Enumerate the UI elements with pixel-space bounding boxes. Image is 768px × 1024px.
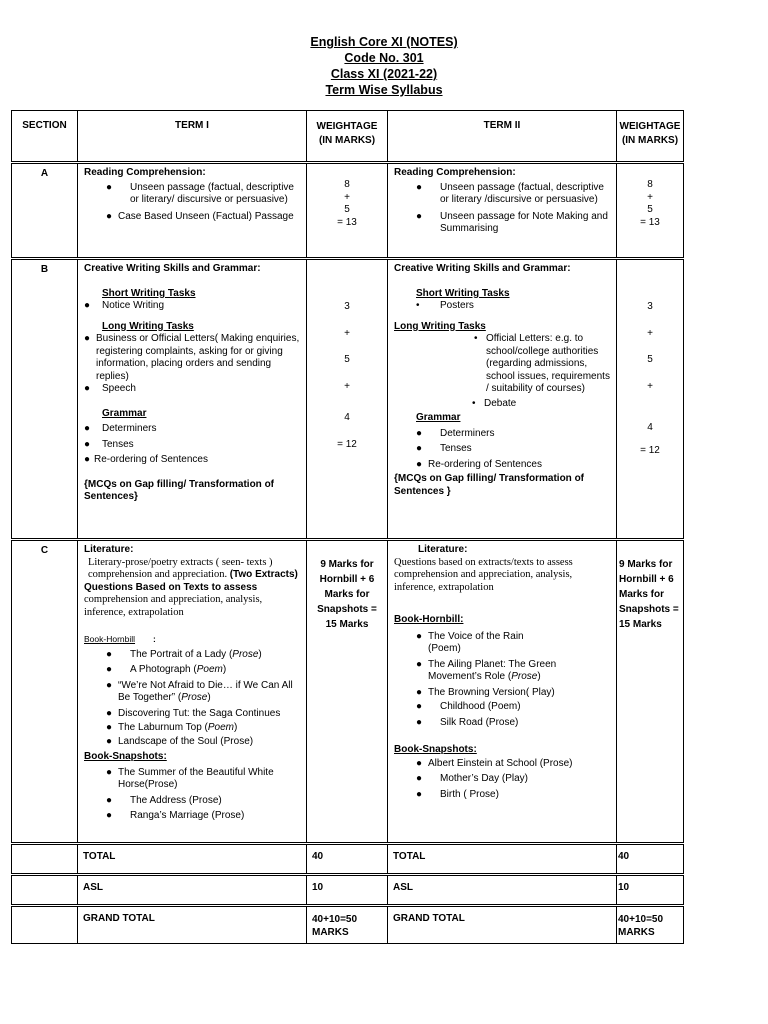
extract-text: Literary-prose/poetry extracts ( seen- texts ) comprehension and appreciation. (Two Extracts) bbox=[88, 556, 298, 580]
asl-term1: 10 bbox=[307, 875, 388, 906]
section-c-weightage2: 9 Marks for Hornbill + 6 Marks for Snapshots = 15 Marks bbox=[617, 540, 684, 844]
table-row-asl bbox=[12, 875, 684, 906]
list-item: ● The Portrait of a Lady (Prose) bbox=[106, 648, 262, 660]
grand-total-term2: 40+10=50 MARKS bbox=[617, 906, 684, 944]
section-a-t2-heading: Reading Comprehension: bbox=[394, 167, 516, 178]
list-item: ● Case Based Unseen (Factual) Passage bbox=[106, 210, 294, 222]
list-item: ● The Address (Prose) bbox=[106, 794, 222, 806]
short-writing-heading: Short Writing Tasks bbox=[102, 287, 196, 299]
grammar-heading: Grammar bbox=[102, 407, 147, 419]
hornbill-heading: Book-Hornbill : bbox=[84, 634, 156, 644]
list-item: ● Unseen passage for Note Making and Summarising bbox=[416, 210, 608, 234]
section-b-t2-heading: Creative Writing Skills and Grammar: bbox=[394, 263, 571, 274]
list-item: ● Re-ordering of Sentences bbox=[84, 454, 208, 465]
header-code: Code No. 301 bbox=[344, 51, 424, 65]
list-item: ● Childhood (Poem) bbox=[416, 701, 521, 712]
table-row-section-b bbox=[12, 259, 684, 540]
list-item: ● Tenses bbox=[416, 443, 472, 454]
list-item: ● Notice Writing bbox=[84, 300, 165, 311]
list-item: ● Discovering Tut: the Saga Continues bbox=[106, 707, 281, 719]
section-a-weightage1: 8 + 5 = 13 bbox=[307, 163, 388, 259]
total-term2: 40 bbox=[617, 844, 684, 875]
list-item: ● Unseen passage (factual, descriptive or literary/ discursive or persuasive) bbox=[106, 181, 294, 205]
list-item: ● Birth ( Prose) bbox=[416, 788, 499, 800]
table-row-total bbox=[12, 844, 684, 875]
list-item: ● Silk Road (Prose) bbox=[416, 716, 519, 728]
section-a-term1 bbox=[78, 163, 307, 259]
section-b-weightage2: 3 + 5 + 4 = 12 bbox=[617, 259, 684, 540]
list-item: ● Landscape of the Soul (Prose) bbox=[106, 735, 254, 747]
grand-total-label: GRAND TOTAL bbox=[78, 906, 307, 944]
section-b-weightage1: 3 + 5 + 4 = 12 bbox=[307, 259, 388, 540]
table-row-section-a bbox=[12, 163, 684, 259]
list-item: ● Mother’s Day (Play) bbox=[416, 773, 528, 784]
literature-heading: Literature: bbox=[418, 544, 468, 555]
section-b-t1-heading: Creative Writing Skills and Grammar: bbox=[84, 263, 261, 274]
syllabus-table bbox=[11, 110, 684, 944]
grammar-heading: Grammar bbox=[416, 412, 461, 423]
section-c-weightage1: 9 Marks for Hornbill + 6 Marks for Snapshots = 15 Marks bbox=[307, 540, 388, 844]
list-item: ● The Browning Version( Play) bbox=[416, 686, 555, 698]
list-item: ● The Laburnum Top (Poem) bbox=[106, 722, 238, 733]
snapshots-heading: Book-Snapshots: bbox=[84, 751, 167, 762]
long-writing-heading: Long Writing Tasks bbox=[394, 320, 486, 332]
total-label: TOTAL bbox=[78, 844, 307, 875]
list-item: ● The Ailing Planet: The Green Movement’s Role (Prose) bbox=[416, 658, 557, 682]
section-label: B bbox=[12, 259, 78, 540]
section-c-term2 bbox=[388, 540, 617, 844]
hornbill-heading: Book-Hornbill: bbox=[394, 614, 464, 625]
asl-term2: 10 bbox=[617, 875, 684, 906]
list-item: ● The Voice of the Rain (Poem) bbox=[416, 630, 524, 654]
questions-text: Questions based on extracts/texts to assess comprehension and appreciation, analysis, inference, extrapolation bbox=[394, 556, 573, 593]
section-a-term2 bbox=[388, 163, 617, 259]
list-item: ● Albert Einstein at School (Prose) bbox=[416, 757, 573, 769]
snapshots-heading: Book-Snapshots: bbox=[394, 744, 477, 755]
section-b-term2 bbox=[388, 259, 617, 540]
list-item: ● “We’re Not Afraid to Die… if We Can All Be Together” (Prose) bbox=[106, 679, 293, 703]
asl-label-term2: ASL bbox=[388, 875, 617, 906]
literature-heading: Literature: bbox=[84, 544, 134, 555]
section-c-term1 bbox=[78, 540, 307, 844]
section-b-term1 bbox=[78, 259, 307, 540]
col-weightage1 bbox=[307, 111, 388, 163]
total-term1: 40 bbox=[307, 844, 388, 875]
col-weightage1-line1: WEIGHTAGE bbox=[316, 121, 378, 132]
table-header-row bbox=[12, 111, 684, 163]
col-weightage2-line2: (IN MARKS) bbox=[621, 135, 679, 146]
list-item: ● The Summer of the Beautiful White Horse(Prose) bbox=[106, 766, 274, 790]
section-a-weightage2: 8 + 5 = 13 bbox=[617, 163, 684, 259]
long-writing-heading: Long Writing Tasks bbox=[102, 320, 194, 332]
list-item: • Official Letters: e.g. to school/college authorities (regarding admissions, school issues, requirements / suitability of courses) bbox=[474, 333, 610, 394]
list-item: ● Determiners bbox=[84, 423, 157, 434]
list-item: ● Tenses bbox=[84, 438, 134, 450]
col-weightage1-line2: (IN MARKS) bbox=[318, 135, 376, 146]
list-item: ● Unseen passage (factual, descriptive or literary /discursive or persuasive) bbox=[416, 181, 604, 205]
col-term2: TERM II bbox=[388, 111, 617, 163]
list-item: • Debate bbox=[472, 397, 517, 409]
document-header bbox=[0, 34, 768, 98]
col-weightage2-line1: WEIGHTAGE bbox=[619, 121, 681, 132]
header-subtitle: Term Wise Syllabus bbox=[325, 83, 443, 97]
col-term1: TERM I bbox=[78, 111, 307, 163]
table-row-grand-total bbox=[12, 906, 684, 944]
table-row-section-c bbox=[12, 540, 684, 844]
col-section: SECTION bbox=[12, 111, 78, 163]
asl-label: ASL bbox=[78, 875, 307, 906]
grand-total-term1: 40+10=50 MARKS bbox=[307, 906, 388, 944]
list-item: ● Ranga’s Marriage (Prose) bbox=[106, 810, 245, 821]
list-item: ● Re-ordering of Sentences bbox=[416, 458, 542, 470]
mcq-note: {MCQs on Gap filling/ Transformation of Sentences } bbox=[394, 473, 585, 497]
questions-heading: Questions Based on Texts to assess bbox=[84, 581, 258, 593]
list-item: ● Determiners bbox=[416, 427, 495, 439]
header-title: English Core XI (NOTES) bbox=[310, 35, 458, 49]
mcq-note: {MCQs on Gap filling/ Transformation of Sentences} bbox=[84, 478, 275, 502]
header-class: Class XI (2021-22) bbox=[330, 67, 438, 81]
total-label-term2: TOTAL bbox=[388, 844, 617, 875]
list-item: ● A Photograph (Poem) bbox=[106, 664, 227, 675]
section-a-t1-heading: Reading Comprehension: bbox=[84, 167, 206, 178]
short-writing-heading: Short Writing Tasks bbox=[416, 287, 510, 299]
grand-total-label-term2: GRAND TOTAL bbox=[388, 906, 617, 944]
list-item: ● Business or Official Letters( Making enquiries, registering complaints, asking for or giving information, placing orders and sending replies) bbox=[84, 333, 300, 382]
section-label: C bbox=[12, 540, 78, 844]
section-label: A bbox=[12, 163, 78, 259]
col-weightage2 bbox=[617, 111, 684, 163]
questions-text: comprehension and appreciation, analysis, inference, extrapolation bbox=[84, 594, 263, 618]
list-item: • Posters bbox=[416, 300, 474, 311]
list-item: ● Speech bbox=[84, 383, 136, 394]
